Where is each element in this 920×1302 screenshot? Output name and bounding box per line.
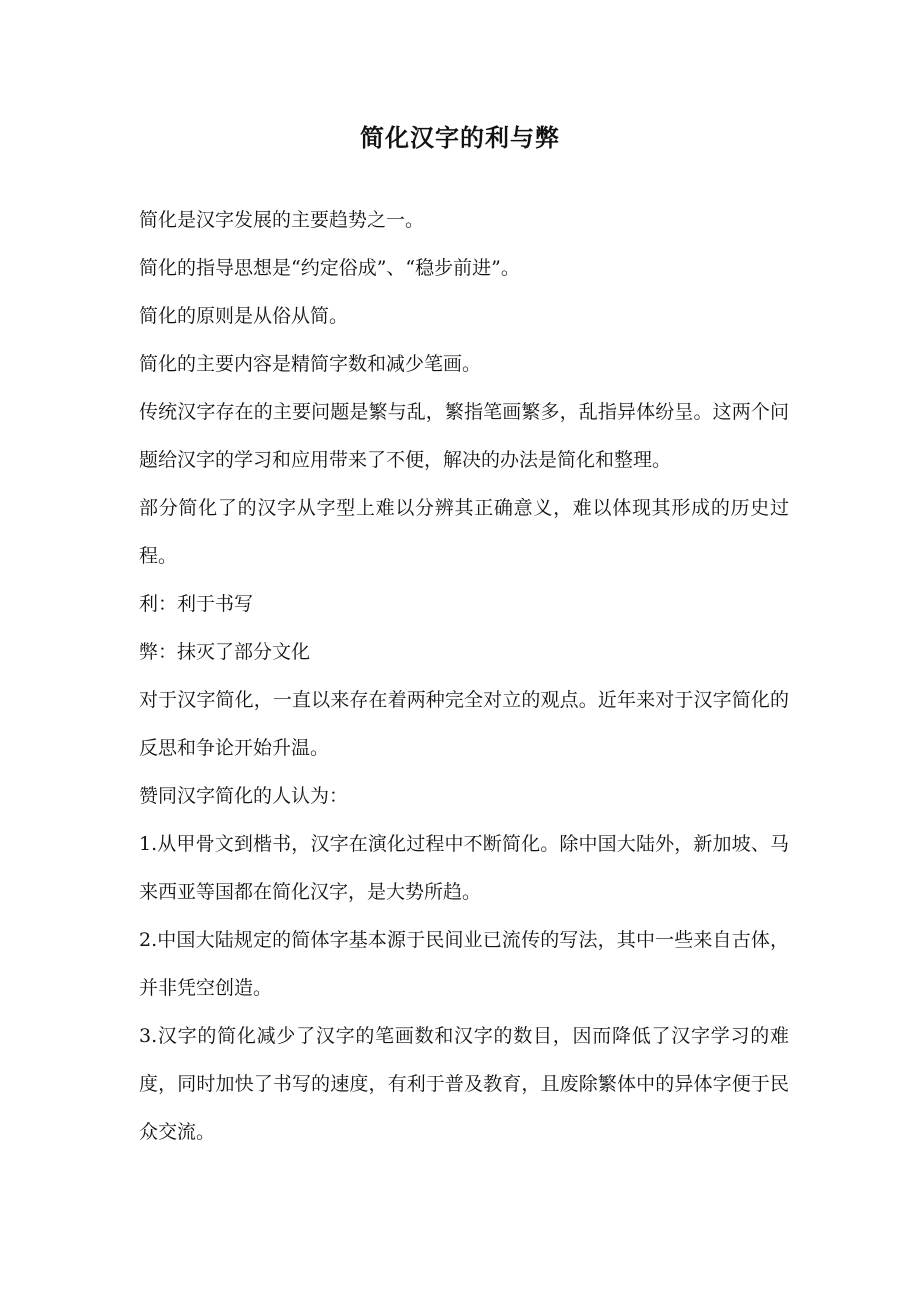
paragraph: 对于汉字简化，一直以来存在着两种完全对立的观点。近年来对于汉字简化的反思和争论开始升温。 <box>139 689 789 759</box>
paragraph: 利：利于书写 <box>139 593 254 615</box>
paragraph: 弊：抹灭了部分文化 <box>139 641 311 663</box>
paragraph: 简化的主要内容是精简字数和减少笔画。 <box>139 353 482 375</box>
paragraph: 简化是汉字发展的主要趋势之一。 <box>139 209 425 231</box>
paragraph: 传统汉字存在的主要问题是繁与乱，繁指笔画繁多，乱指异体纷呈。这两个问题给汉字的学习和应用带来了不便，解决的办法是简化和整理。 <box>139 401 789 471</box>
paragraph: 简化的原则是从俗从简。 <box>139 305 349 327</box>
paragraph: 部分简化了的汉字从字型上难以分辨其正确意义，难以体现其形成的历史过程。 <box>139 497 789 567</box>
document-title: 简化汉字的利与弊 <box>360 124 560 152</box>
paragraph: 简化的指导思想是“约定俗成”、“稳步前进”。 <box>139 257 520 279</box>
paragraph: 1.从甲骨文到楷书，汉字在演化过程中不断简化。除中国大陆外，新加坡、马来西亚等国都在简化汉字，是大势所趋。 <box>139 833 789 903</box>
paragraph: 赞同汉字简化的人认为： <box>139 785 349 807</box>
paragraph: 3.汉字的简化减少了汉字的笔画数和汉字的数目，因而降低了汉字学习的难度，同时加快了书写的速度，有利于普及教育，且废除繁体中的异体字便于民众交流。 <box>139 1025 789 1143</box>
document-body <box>139 196 789 1156</box>
paragraph: 2.中国大陆规定的简体字基本源于民间业已流传的写法，其中一些来自古体，并非凭空创造。 <box>139 929 789 999</box>
